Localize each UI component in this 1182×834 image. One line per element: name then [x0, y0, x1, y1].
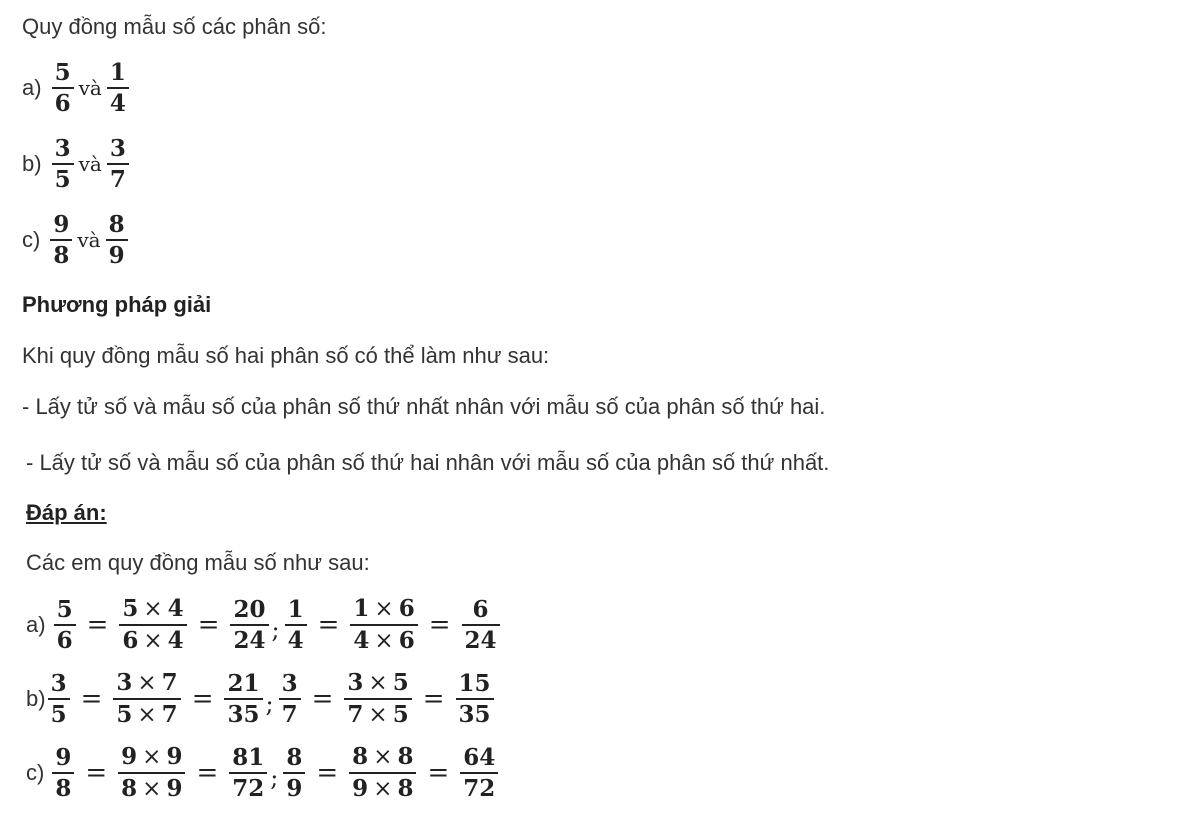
denominator: 9	[283, 772, 305, 803]
numerator: 5	[56, 596, 73, 623]
fraction	[107, 134, 129, 194]
method-step-1: - Lấy tử số và mẫu số của phân số thứ nhất nhân với mẫu số của phân số thứ hai.	[22, 394, 826, 419]
numerator: 64	[463, 744, 496, 771]
denominator: 35	[224, 698, 262, 729]
fraction	[54, 595, 76, 655]
equals-sign: =	[196, 758, 219, 788]
problem-c	[22, 210, 131, 270]
numerator: 3 × 5	[347, 669, 409, 696]
equals-sign: =	[197, 610, 220, 640]
equals-sign: =	[311, 684, 334, 714]
numerator: 9	[55, 744, 72, 771]
problem-a	[22, 58, 132, 118]
denominator: 5	[52, 163, 74, 194]
numerator: 1	[287, 596, 304, 623]
method-step-2: - Lấy tử số và mẫu số của phân số thứ hai nhân với mẫu số của phân số thứ nhất.	[26, 450, 830, 475]
numerator: 3 × 7	[116, 669, 178, 696]
denominator: 4 × 6	[350, 624, 417, 656]
fraction	[106, 210, 128, 270]
fraction	[52, 58, 74, 118]
answer-heading: Đáp án:	[26, 500, 107, 525]
numerator: 5 × 4	[122, 595, 184, 622]
semicolon: ;	[271, 616, 280, 644]
fraction	[50, 210, 72, 270]
numerator: 3	[54, 135, 71, 162]
denominator: 72	[460, 772, 498, 803]
denominator: 35	[456, 698, 494, 729]
denominator: 24	[462, 624, 500, 655]
problem-label: a)	[22, 75, 42, 100]
denominator: 5 × 7	[113, 698, 180, 730]
denominator: 24	[230, 624, 268, 655]
method-intro: Khi quy đồng mẫu số hai phân số có thể làm như sau:	[22, 343, 550, 368]
denominator: 6	[54, 624, 76, 655]
conjunction: và	[77, 228, 101, 252]
numerator: 15	[458, 670, 491, 697]
numerator: 3	[50, 670, 67, 697]
denominator: 7	[279, 698, 301, 729]
solution-label: b)	[26, 686, 46, 711]
fraction	[48, 669, 70, 729]
numerator: 3	[109, 135, 126, 162]
problem-label: b)	[22, 151, 42, 176]
solution-c	[26, 742, 501, 804]
numerator: 81	[232, 744, 265, 771]
intro-text: Quy đồng mẫu số các phân số:	[22, 14, 327, 39]
numerator: 3	[281, 670, 298, 697]
numerator: 1	[109, 59, 126, 86]
fraction	[283, 743, 305, 803]
method-heading: Phương pháp giải	[22, 292, 212, 317]
product-fraction	[118, 742, 185, 804]
product-fraction	[349, 742, 416, 804]
result-fraction	[230, 595, 268, 655]
equals-sign: =	[85, 758, 108, 788]
conjunction: và	[78, 76, 102, 100]
numerator: 6	[472, 596, 489, 623]
result-fraction	[456, 669, 494, 729]
answer-intro: Các em quy đồng mẫu số như sau:	[26, 550, 370, 575]
equals-sign: =	[191, 684, 214, 714]
equals-sign: =	[317, 610, 340, 640]
numerator: 20	[233, 596, 266, 623]
fraction	[285, 595, 307, 655]
problem-label: c)	[22, 227, 41, 252]
denominator: 7	[107, 163, 129, 194]
semicolon: ;	[270, 764, 279, 792]
denominator: 8	[50, 239, 72, 270]
denominator: 6 × 4	[119, 624, 186, 656]
conjunction: và	[78, 152, 102, 176]
product-fraction	[113, 668, 180, 730]
denominator: 6	[52, 87, 74, 118]
numerator: 21	[227, 670, 260, 697]
problem-b	[22, 134, 132, 194]
result-fraction	[462, 595, 500, 655]
denominator: 8	[52, 772, 74, 803]
fraction	[107, 58, 129, 118]
product-fraction	[344, 668, 411, 730]
result-fraction	[460, 743, 498, 803]
semicolon: ;	[265, 690, 274, 718]
denominator: 7 × 5	[344, 698, 411, 730]
equals-sign: =	[427, 758, 450, 788]
denominator: 72	[229, 772, 267, 803]
denominator: 9 × 8	[349, 772, 416, 804]
solution-label: c)	[26, 760, 45, 785]
product-fraction	[119, 594, 186, 656]
numerator: 8 × 8	[352, 743, 414, 770]
denominator: 9	[106, 239, 128, 270]
equals-sign: =	[86, 610, 109, 640]
numerator: 8	[108, 211, 125, 238]
numerator: 9 × 9	[121, 743, 183, 770]
denominator: 8 × 9	[118, 772, 185, 804]
fraction	[279, 669, 301, 729]
solution-label: a)	[26, 612, 46, 637]
solution-b	[26, 668, 497, 730]
equals-sign: =	[428, 610, 451, 640]
numerator: 8	[286, 744, 303, 771]
numerator: 1 × 6	[353, 595, 415, 622]
result-fraction	[224, 669, 262, 729]
numerator: 9	[53, 211, 70, 238]
fraction	[52, 134, 74, 194]
denominator: 4	[107, 87, 129, 118]
fraction	[52, 743, 74, 803]
numerator: 5	[54, 59, 71, 86]
denominator: 5	[48, 698, 70, 729]
equals-sign: =	[422, 684, 445, 714]
equals-sign: =	[316, 758, 339, 788]
solution-a	[26, 594, 503, 656]
denominator: 4	[285, 624, 307, 655]
result-fraction	[229, 743, 267, 803]
product-fraction	[350, 594, 417, 656]
equals-sign: =	[80, 684, 103, 714]
